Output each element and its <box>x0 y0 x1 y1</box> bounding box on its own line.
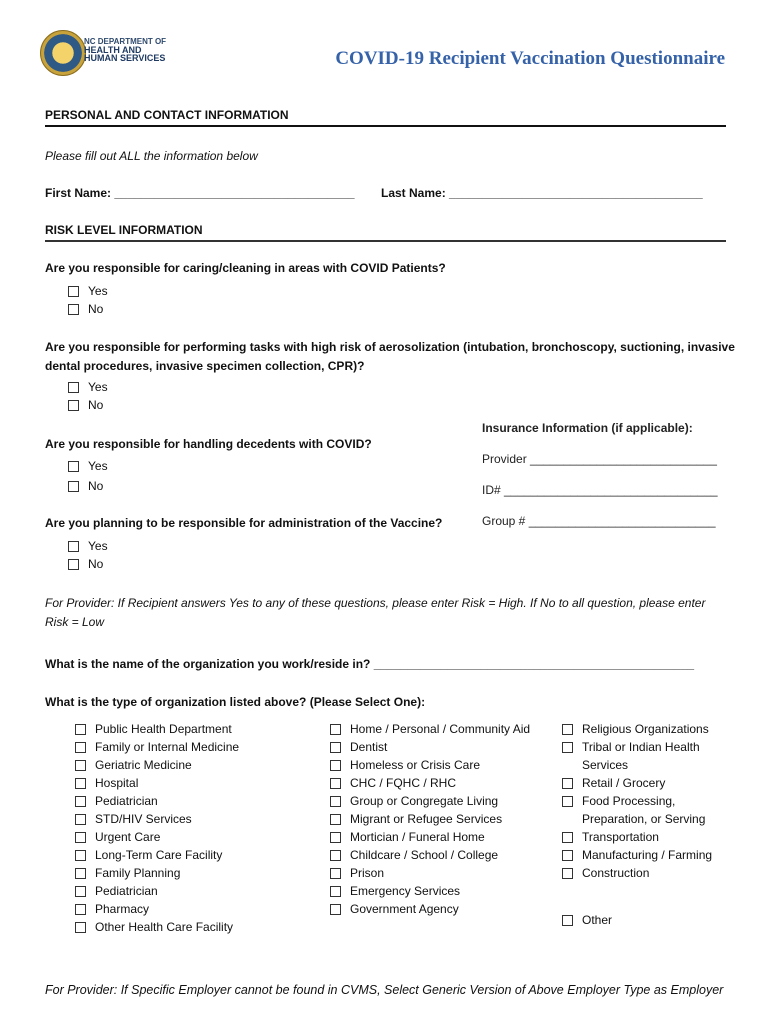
question-3: Are you responsible for handling decedents with COVID? <box>45 437 372 451</box>
org-type-option[interactable]: Migrant or Refugee Services <box>330 810 535 828</box>
org-type-option[interactable]: Geriatric Medicine <box>75 756 305 774</box>
ncdhhs-logo <box>40 30 170 76</box>
question-1: Are you responsible for caring/cleaning in areas with COVID Patients? <box>45 261 446 275</box>
org-type-option[interactable]: Prison <box>330 864 535 882</box>
org-type-option[interactable]: Transportation <box>562 828 732 846</box>
risk-heading: RISK LEVEL INFORMATION <box>45 223 203 237</box>
org-type-option[interactable]: Home / Personal / Community Aid <box>330 720 535 738</box>
org-name-field[interactable]: What is the name of the organization you work/reside in? ________________________________________________ <box>45 657 695 671</box>
org-type-option[interactable]: Pediatrician <box>75 792 305 810</box>
checkbox-icon[interactable] <box>68 559 79 570</box>
org-type-option[interactable]: Family or Internal Medicine <box>75 738 305 756</box>
org-type-col-1 <box>75 720 305 936</box>
org-type-option[interactable]: Long-Term Care Facility <box>75 846 305 864</box>
org-type-option[interactable]: Dentist <box>330 738 535 756</box>
logo-line-3: HUMAN SERVICES <box>84 53 166 63</box>
org-type-option[interactable]: CHC / FQHC / RHC <box>330 774 535 792</box>
q4-options <box>68 537 108 573</box>
checkbox-icon[interactable] <box>68 304 79 315</box>
org-type-option[interactable]: Group or Congregate Living <box>330 792 535 810</box>
last-name-field[interactable]: Last Name: ______________________________________ <box>381 186 703 200</box>
org-type-question: What is the type of organization listed above? (Please Select One): <box>45 695 426 709</box>
checkbox-icon[interactable] <box>75 742 86 753</box>
first-name-field[interactable]: First Name: ____________________________________ <box>45 186 355 200</box>
checkbox-icon[interactable] <box>75 760 86 771</box>
org-type-option[interactable]: Emergency Services <box>330 882 535 900</box>
org-type-option[interactable]: Government Agency <box>330 900 535 918</box>
org-type-option[interactable]: Hospital <box>75 774 305 792</box>
org-type-option[interactable]: Homeless or Crisis Care <box>330 756 535 774</box>
q1-no-option[interactable]: No <box>68 300 108 318</box>
org-type-option[interactable]: Childcare / School / College <box>330 846 535 864</box>
org-type-option[interactable]: Urgent Care <box>75 828 305 846</box>
checkbox-icon[interactable] <box>562 778 573 789</box>
checkbox-icon[interactable] <box>562 724 573 735</box>
org-type-option[interactable]: Family Planning <box>75 864 305 882</box>
instruction-text: Please fill out ALL the information below <box>45 149 258 163</box>
org-type-option[interactable]: Pediatrician <box>75 882 305 900</box>
org-type-option[interactable]: STD/HIV Services <box>75 810 305 828</box>
org-type-col-2 <box>330 720 535 918</box>
checkbox-icon[interactable] <box>330 850 341 861</box>
question-2: Are you responsible for performing tasks with high risk of aerosolization (intubation, bronchoscopy, suctioning, invasive dental procedures, invasive specimen collection, CPR)? <box>45 340 735 373</box>
checkbox-icon[interactable] <box>562 868 573 879</box>
q3-no-option[interactable]: No <box>68 477 108 495</box>
logo-line-2: HEALTH AND <box>84 45 142 55</box>
q4-yes-option[interactable]: Yes <box>68 537 108 555</box>
personal-heading: PERSONAL AND CONTACT INFORMATION <box>45 108 289 122</box>
checkbox-icon[interactable] <box>562 915 573 926</box>
checkbox-icon[interactable] <box>68 400 79 411</box>
checkbox-icon[interactable] <box>330 778 341 789</box>
org-type-option[interactable]: Retail / Grocery <box>562 774 732 792</box>
logo-line-1: NC DEPARTMENT OF <box>84 37 167 46</box>
checkbox-icon[interactable] <box>562 796 573 807</box>
org-type-option[interactable]: Tribal or Indian Health Services <box>562 738 732 774</box>
checkbox-icon[interactable] <box>330 832 341 843</box>
checkbox-icon[interactable] <box>68 382 79 393</box>
checkbox-icon[interactable] <box>75 778 86 789</box>
checkbox-icon[interactable] <box>75 904 86 915</box>
org-type-col-3 <box>562 720 732 882</box>
q4-no-option[interactable]: No <box>68 555 108 573</box>
checkbox-icon[interactable] <box>330 742 341 753</box>
risk-divider <box>45 240 726 242</box>
checkbox-icon[interactable] <box>75 886 86 897</box>
org-type-option[interactable]: Religious Organizations <box>562 720 732 738</box>
checkbox-icon[interactable] <box>330 814 341 825</box>
insurance-provider-field[interactable]: Provider ____________________________ <box>482 452 717 466</box>
checkbox-icon[interactable] <box>330 724 341 735</box>
checkbox-icon[interactable] <box>75 922 86 933</box>
checkbox-icon[interactable] <box>68 481 79 492</box>
checkbox-icon[interactable] <box>562 850 573 861</box>
org-type-option[interactable]: Pharmacy <box>75 900 305 918</box>
q3-yes-option[interactable]: Yes <box>68 457 108 475</box>
checkbox-icon[interactable] <box>330 796 341 807</box>
checkbox-icon[interactable] <box>75 796 86 807</box>
checkbox-icon[interactable] <box>330 904 341 915</box>
q2-options <box>68 378 108 414</box>
checkbox-icon[interactable] <box>75 868 86 879</box>
q1-yes-option[interactable]: Yes <box>68 282 108 300</box>
checkbox-icon[interactable] <box>68 461 79 472</box>
provider-risk-note: For Provider: If Recipient answers Yes to any of these questions, please enter Risk = High. If No to all question, please enter Risk = Low <box>45 596 706 629</box>
q3-options <box>68 457 108 495</box>
org-type-option-other[interactable]: Other <box>562 911 612 929</box>
checkbox-icon[interactable] <box>75 724 86 735</box>
insurance-group-field[interactable]: Group # ____________________________ <box>482 514 716 528</box>
org-type-option[interactable]: Construction <box>562 864 732 882</box>
q2-no-option[interactable]: No <box>68 396 108 414</box>
insurance-id-field[interactable]: ID# ________________________________ <box>482 483 718 497</box>
q1-options <box>68 282 108 318</box>
checkbox-icon[interactable] <box>75 850 86 861</box>
question-4: Are you planning to be responsible for administration of the Vaccine? <box>45 516 443 530</box>
org-type-option[interactable]: Other Health Care Facility <box>75 918 305 936</box>
org-type-option[interactable]: Food Processing, Preparation, or Serving <box>562 792 732 828</box>
checkbox-icon[interactable] <box>75 832 86 843</box>
checkbox-icon[interactable] <box>562 742 573 753</box>
insurance-heading: Insurance Information (if applicable): <box>482 421 693 435</box>
checkbox-icon[interactable] <box>75 814 86 825</box>
personal-divider <box>45 125 726 127</box>
provider-footer-note: For Provider: If Specific Employer cannot be found in CVMS, Select Generic Version of Above Employer Type as Employer <box>45 983 724 997</box>
org-type-option[interactable]: Manufacturing / Farming <box>562 846 732 864</box>
org-type-option[interactable]: Mortician / Funeral Home <box>330 828 535 846</box>
org-type-option[interactable]: Public Health Department <box>75 720 305 738</box>
checkbox-icon[interactable] <box>330 868 341 879</box>
checkbox-icon[interactable] <box>330 760 341 771</box>
checkbox-icon[interactable] <box>562 832 573 843</box>
checkbox-icon[interactable] <box>330 886 341 897</box>
q2-yes-option[interactable]: Yes <box>68 378 108 396</box>
checkbox-icon[interactable] <box>68 286 79 297</box>
checkbox-icon[interactable] <box>68 541 79 552</box>
page-title: COVID-19 Recipient Vaccination Questionnaire <box>335 48 725 69</box>
state-seal-icon <box>40 30 86 76</box>
